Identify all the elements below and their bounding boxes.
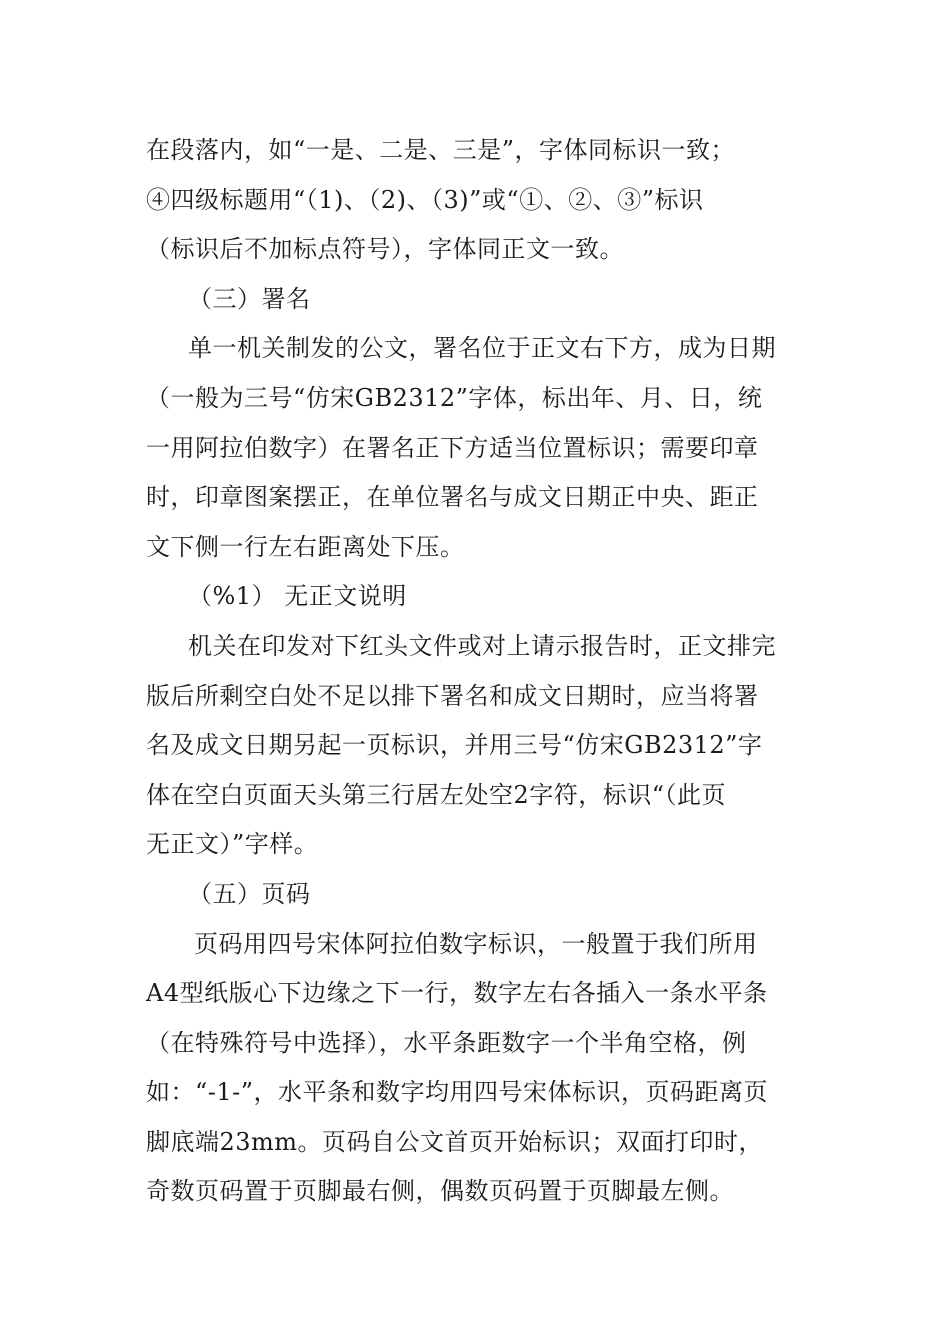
paragraph-line: 版后所剩空白处不足以排下署名和成文日期时，应当将署 [146, 681, 759, 710]
paragraph-line: 时，印章图案摆正，在单位署名与成文日期正中央、距正 [146, 483, 759, 512]
paragraph-line: （在特殊符号中选择），水平条距数字一个半角空格，例 [146, 1028, 747, 1057]
section-heading-signature: （三）署名 [188, 284, 311, 313]
document-body [146, 126, 810, 1217]
paragraph-line: 机关在印发对下红头文件或对上请示报告时，正文排完 [188, 631, 776, 660]
paragraph-line: （标识后不加标点符号），字体同正文一致。 [146, 235, 624, 264]
paragraph-line: （一般为三号“仿宋GB2312”字体，标出年、月、日，统 [146, 383, 763, 412]
paragraph-line: 脚底端23mm。页码自公文首页开始标识；双面打印时， [146, 1127, 764, 1156]
paragraph-line: 奇数页码置于页脚最右侧，偶数页码置于页脚最左侧。 [146, 1177, 734, 1206]
paragraph-line: 名及成文日期另起一页标识，并用三号“仿宋GB2312”字 [146, 731, 763, 760]
paragraph-line: 如：“-1-”，水平条和数字均用四号宋体标识，页码距离页 [146, 1078, 769, 1107]
paragraph-line: 在段落内，如“一是、二是、三是”，字体同标识一致； [146, 136, 736, 164]
paragraph-line: 一用阿拉伯数字）在署名正下方适当位置标识；需要印章 [146, 433, 759, 462]
paragraph-line: 单一机关制发的公文，署名位于正文右下方，成为日期 [188, 334, 776, 363]
paragraph-line: 无正文）”字样。 [146, 830, 319, 859]
section-heading-page-number: （五）页码 [188, 879, 311, 908]
section-heading-no-body: （%1） 无正文说明 [188, 582, 407, 611]
paragraph-line: A4型纸版心下边缘之下一行，数字左右各插入一条水平条 [146, 979, 768, 1008]
paragraph-line: 页码用四号宋体阿拉伯数字标识，一般置于我们所用 [194, 929, 758, 958]
paragraph-line: 文下侧一行左右距离处下压。 [146, 532, 465, 561]
paragraph-line: ④四级标题用“（1)、（2)、（3)”或“①、②、③”标识 [146, 185, 704, 214]
paragraph-line: 体在空白页面天头第三行居左处空2字符，标识“（此页 [146, 780, 727, 809]
